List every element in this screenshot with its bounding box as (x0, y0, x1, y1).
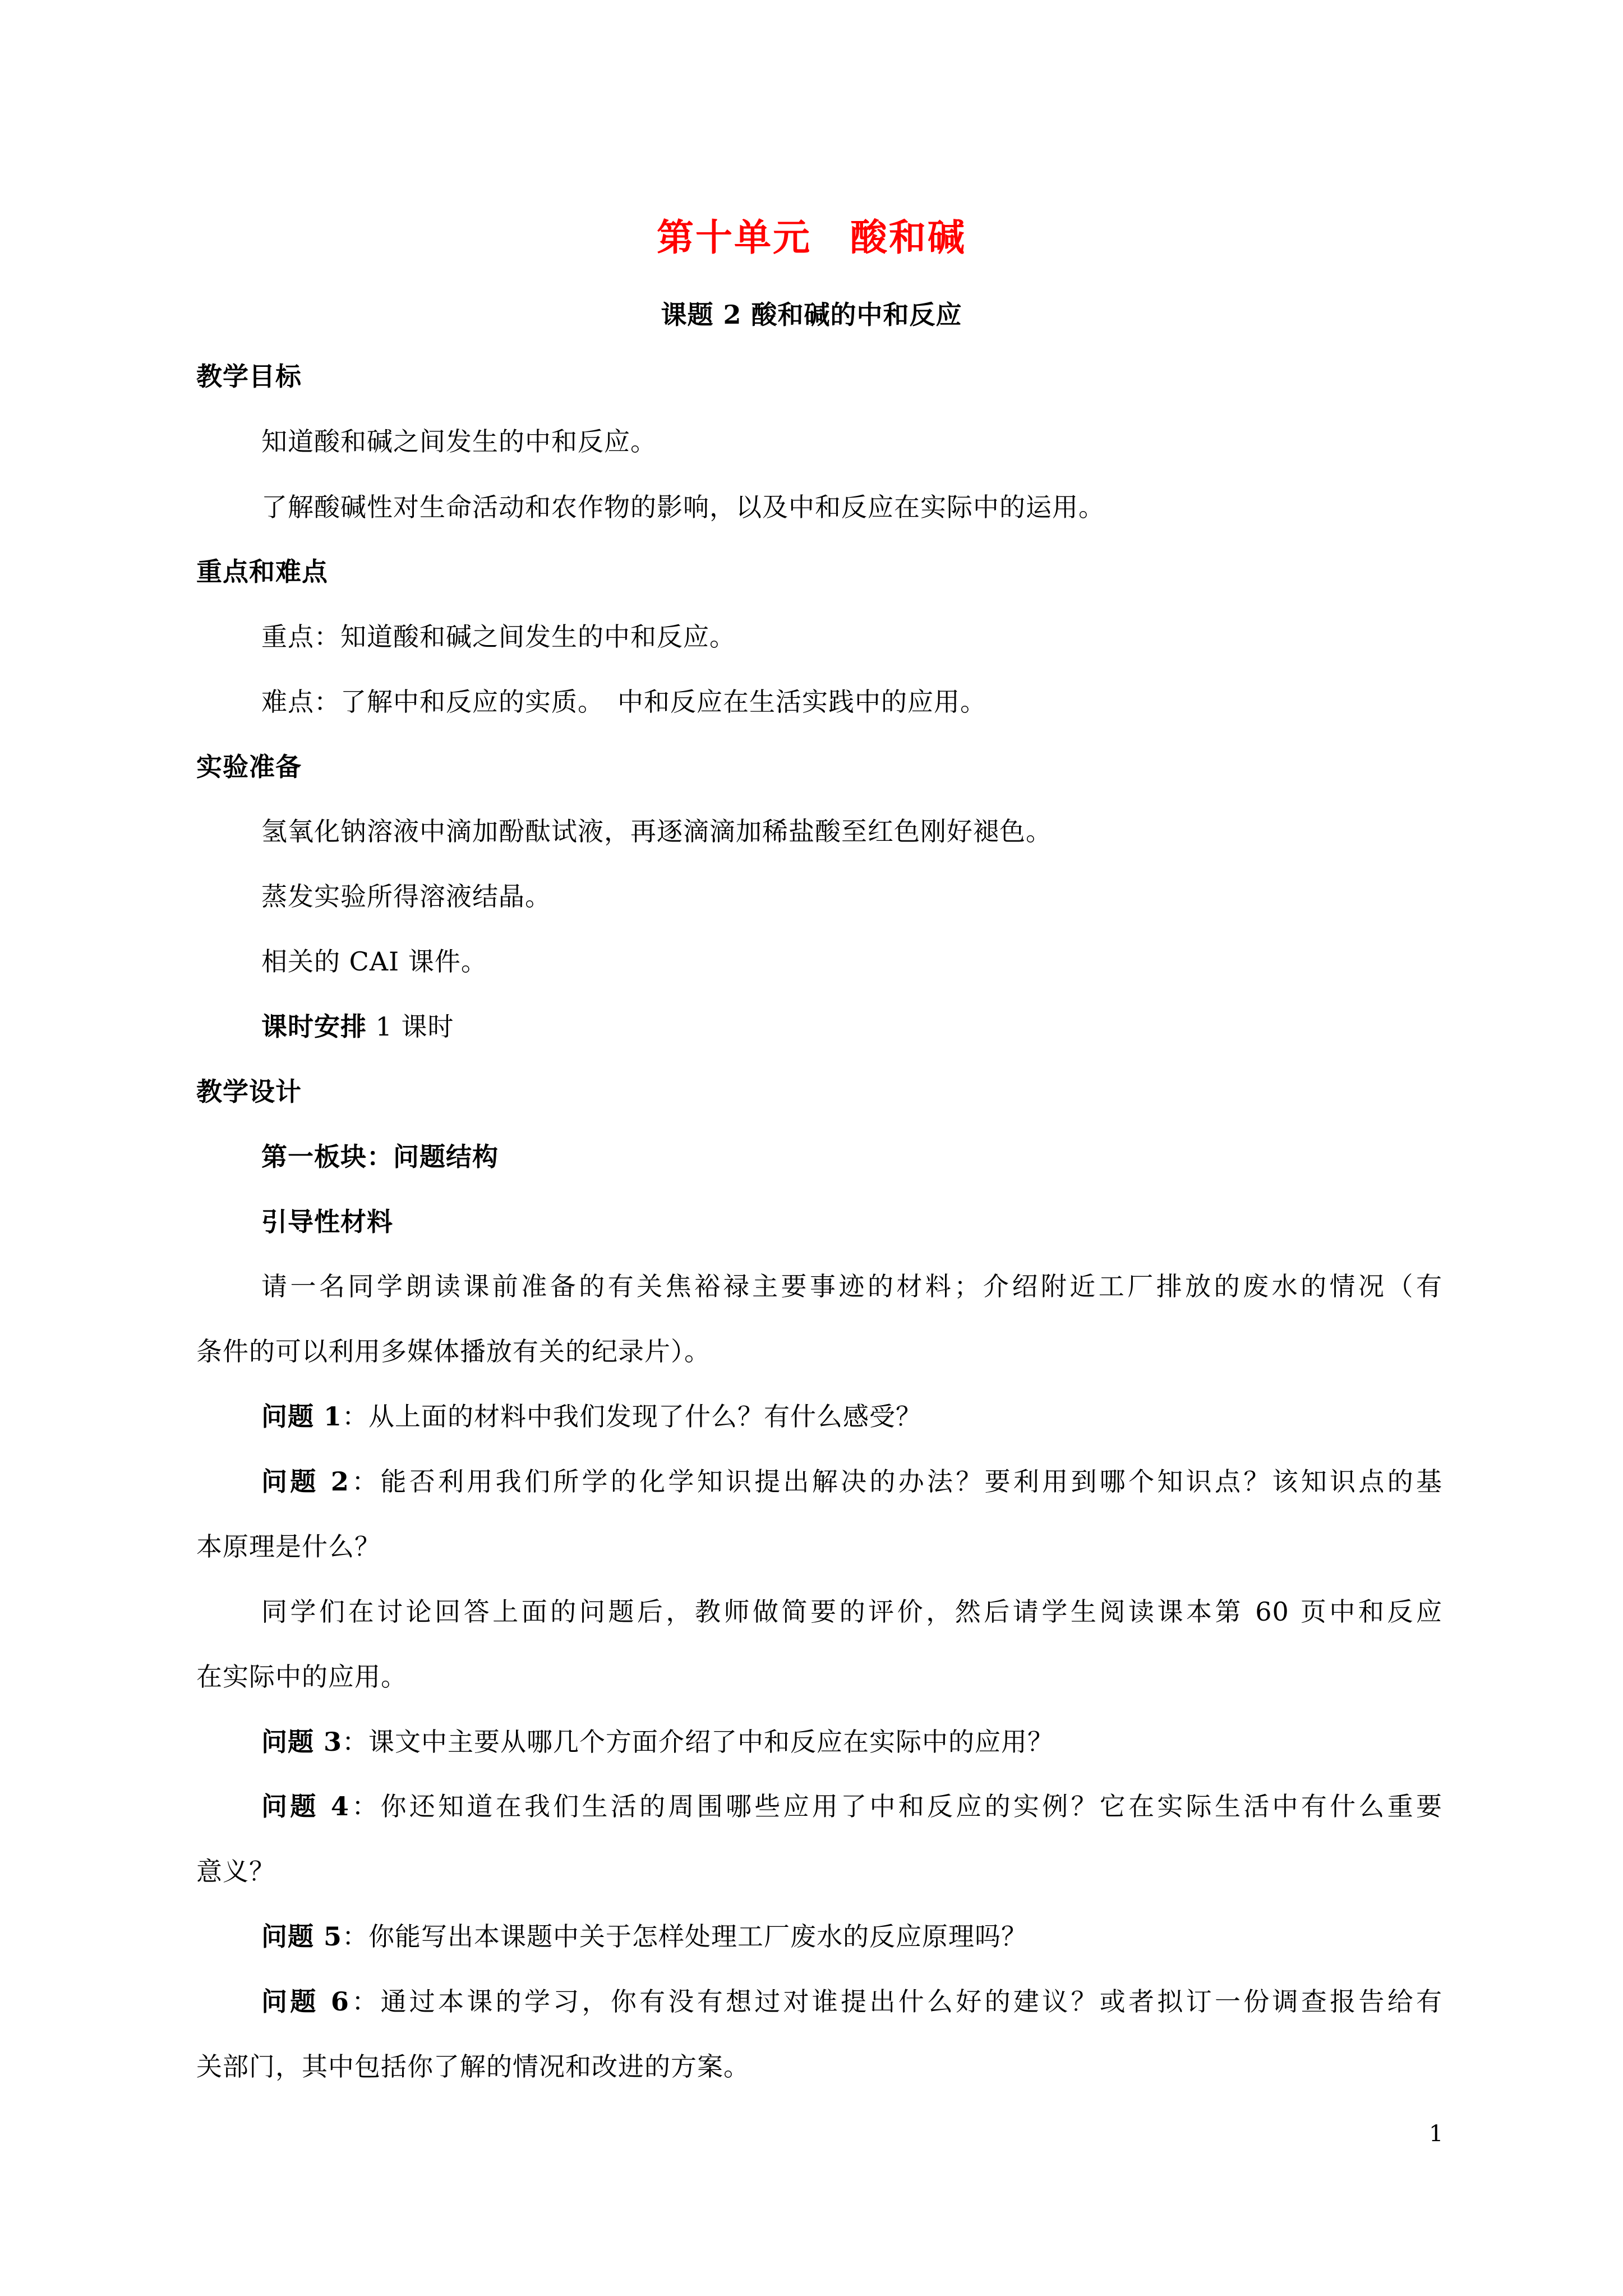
objective-item-1: 知道酸和碱之间发生的中和反应。 (261, 426, 657, 457)
schedule-label: 课时安排 (261, 1011, 367, 1042)
question-3-label: 问题 3 (261, 1727, 343, 1757)
page-number: 1 (1429, 2121, 1444, 2147)
objectives-heading: 教学目标 (196, 361, 302, 392)
key-point-difficulty: 难点：了解中和反应的实质。 中和反应在生活实践中的应用。 (261, 687, 986, 717)
experiment-heading: 实验准备 (196, 752, 302, 782)
question-1 (261, 1399, 922, 1434)
question-1-text: ：从上面的材料中我们发现了什么？有什么感受？ (342, 1401, 923, 1432)
question-6-text-1: ：通过本课的学习，你有没有想过对谁提出什么好的建议？或者拟订一份调查报告给有 (349, 1986, 1442, 2017)
experiment-item-1: 氢氧化钠溶液中滴加酚酞试液，再逐滴滴加稀盐酸至红色刚好褪色。 (261, 816, 1052, 846)
question-5-label: 问题 5 (261, 1921, 343, 1952)
review-line-1: 同学们在讨论回答上面的问题后，教师做简要的评价，然后请学生阅读课本第 60 页中和反应 (261, 1596, 1442, 1627)
lesson-subtitle: 课题 2 酸和碱的中和反应 (661, 300, 962, 330)
question-4-line-1 (261, 1789, 1442, 1824)
question-2-line-2: 本原理是什么？ (196, 1531, 381, 1562)
experiment-item-3: 相关的 CAI 课件。 (261, 946, 487, 977)
question-5 (261, 1919, 1027, 1954)
question-3-text: ：课文中主要从哪几个方面介绍了中和反应在实际中的应用？ (342, 1727, 1054, 1757)
experiment-item-2: 蒸发实验所得溶液结晶。 (261, 881, 551, 912)
key-point-focus: 重点：知道酸和碱之间发生的中和反应。 (261, 622, 736, 652)
question-5-text: ：你能写出本课题中关于怎样处理工厂废水的反应原理吗？ (342, 1921, 1028, 1952)
question-2-label: 问题 2 (261, 1466, 349, 1497)
question-4-line-2: 意义？ (196, 1856, 275, 1887)
schedule-value: 1 课时 (367, 1011, 454, 1042)
question-1-label: 问题 1 (261, 1401, 343, 1432)
design-heading: 教学设计 (196, 1076, 302, 1107)
document-title: 第十单元 酸和碱 (657, 215, 966, 259)
block-title: 第一板块：问题结构 (261, 1142, 499, 1172)
intro-line-2: 条件的可以利用多媒体播放有关的纪录片）。 (196, 1336, 711, 1366)
question-2-line-1 (261, 1464, 1442, 1499)
question-6-line-2: 关部门，其中包括你了解的情况和改进的方案。 (196, 2051, 750, 2082)
schedule-line (261, 1009, 454, 1044)
question-4-text-1: ：你还知道在我们生活的周围哪些应用了中和反应的实例？它在实际生活中有什么重要 (349, 1791, 1442, 1821)
question-6-line-1 (261, 1984, 1442, 2019)
review-line-2: 在实际中的应用。 (196, 1662, 407, 1692)
intro-line-1: 请一名同学朗读课前准备的有关焦裕禄主要事迹的材料；介绍附近工厂排放的废水的情况（有 (261, 1271, 1442, 1301)
question-2-text-1: ：能否利用我们所学的化学知识提出解决的办法？要利用到哪个知识点？该知识点的基 (349, 1466, 1442, 1497)
question-4-label: 问题 4 (261, 1791, 349, 1821)
objective-item-2: 了解酸碱性对生命活动和农作物的影响，以及中和反应在实际中的运用。 (261, 492, 1105, 522)
question-6-label: 问题 6 (261, 1986, 349, 2017)
guide-title: 引导性材料 (261, 1207, 393, 1237)
key-points-heading: 重点和难点 (196, 556, 328, 587)
question-3 (261, 1724, 1054, 1759)
